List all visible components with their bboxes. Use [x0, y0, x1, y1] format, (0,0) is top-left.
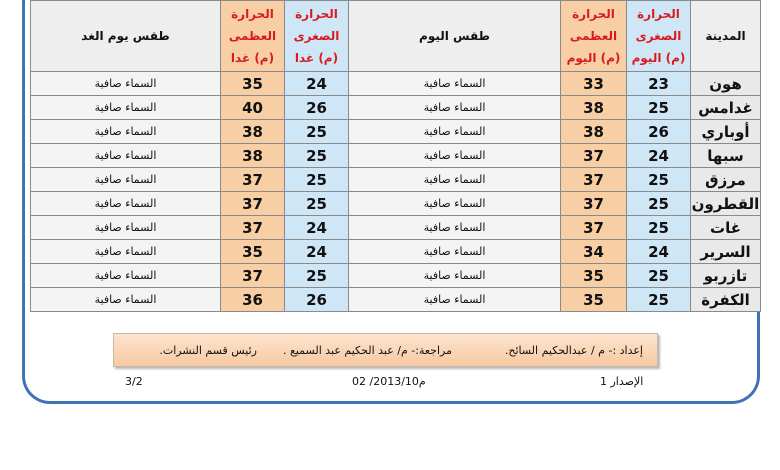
header-weather-today: طقس اليوم	[349, 1, 561, 72]
table-row	[31, 168, 761, 192]
max-today-cell: 37	[561, 192, 627, 216]
max-tomorrow-cell: 40	[221, 96, 285, 120]
header-min-tomorrow: الحرارة الصغرى (م) غدا	[285, 1, 349, 72]
min-today-cell: 25	[627, 216, 691, 240]
header-city: المدينة	[691, 1, 761, 72]
table-row	[31, 264, 761, 288]
max-today-cell: 37	[561, 168, 627, 192]
min-today-cell: 25	[627, 192, 691, 216]
max-today-cell: 35	[561, 288, 627, 312]
weather-tomorrow-cell: السماء صافية	[31, 120, 221, 144]
city-cell: القطرون	[691, 192, 761, 216]
table-row	[31, 288, 761, 312]
table-header-row	[31, 1, 761, 72]
min-tomorrow-cell: 24	[285, 72, 349, 96]
min-tomorrow-cell: 24	[285, 216, 349, 240]
max-tomorrow-cell: 38	[221, 120, 285, 144]
page-number: 3/2	[125, 375, 143, 388]
edition-label: الإصدار 1	[600, 375, 644, 388]
weather-tomorrow-cell: السماء صافية	[31, 96, 221, 120]
header-weather-tomorrow: طقس يوم الغد	[31, 1, 221, 72]
min-today-cell: 24	[627, 240, 691, 264]
prepared-by: إعداد :- م / عبدالحكيم السائح.	[504, 344, 643, 357]
city-cell: مرزق	[691, 168, 761, 192]
city-cell: تازربو	[691, 264, 761, 288]
issue-date: 02 /2013/10م	[352, 375, 426, 388]
weather-today-cell: السماء صافية	[349, 96, 561, 120]
min-today-cell: 25	[627, 168, 691, 192]
weather-today-cell: السماء صافية	[349, 192, 561, 216]
weather-tomorrow-cell: السماء صافية	[31, 288, 221, 312]
table-row	[31, 72, 761, 96]
table-row	[31, 192, 761, 216]
weather-today-cell: السماء صافية	[349, 168, 561, 192]
city-cell: الكفرة	[691, 288, 761, 312]
weather-tomorrow-cell: السماء صافية	[31, 168, 221, 192]
min-today-cell: 25	[627, 264, 691, 288]
min-tomorrow-cell: 26	[285, 288, 349, 312]
city-cell: غات	[691, 216, 761, 240]
max-today-cell: 37	[561, 216, 627, 240]
weather-today-cell: السماء صافية	[349, 72, 561, 96]
max-today-cell: 37	[561, 144, 627, 168]
reviewed-by: مراجعة:- م/ عبد الحكيم عبد السميع .	[283, 344, 452, 357]
weather-today-cell: السماء صافية	[349, 144, 561, 168]
max-tomorrow-cell: 37	[221, 168, 285, 192]
max-today-cell: 34	[561, 240, 627, 264]
min-tomorrow-cell: 26	[285, 96, 349, 120]
min-tomorrow-cell: 24	[285, 240, 349, 264]
weather-tomorrow-cell: السماء صافية	[31, 144, 221, 168]
table-row	[31, 240, 761, 264]
max-today-cell: 35	[561, 264, 627, 288]
city-cell: السرير	[691, 240, 761, 264]
table-row	[31, 216, 761, 240]
weather-today-cell: السماء صافية	[349, 264, 561, 288]
min-today-cell: 23	[627, 72, 691, 96]
min-tomorrow-cell: 25	[285, 264, 349, 288]
max-tomorrow-cell: 36	[221, 288, 285, 312]
max-today-cell: 38	[561, 96, 627, 120]
weather-tomorrow-cell: السماء صافية	[31, 192, 221, 216]
weather-today-cell: السماء صافية	[349, 120, 561, 144]
city-cell: سبها	[691, 144, 761, 168]
header-min-today: الحرارة الصغرى (م) اليوم	[627, 1, 691, 72]
max-today-cell: 38	[561, 120, 627, 144]
max-tomorrow-cell: 35	[221, 240, 285, 264]
weather-tomorrow-cell: السماء صافية	[31, 72, 221, 96]
city-cell: هون	[691, 72, 761, 96]
weather-today-cell: السماء صافية	[349, 216, 561, 240]
weather-tomorrow-cell: السماء صافية	[31, 216, 221, 240]
table-row	[31, 96, 761, 120]
weather-tomorrow-cell: السماء صافية	[31, 264, 221, 288]
weather-table	[30, 0, 761, 312]
header-max-today: الحرارة العظمى (م) اليوم	[561, 1, 627, 72]
table-row	[31, 120, 761, 144]
table-row	[31, 144, 761, 168]
min-today-cell: 24	[627, 144, 691, 168]
weather-today-cell: السماء صافية	[349, 288, 561, 312]
max-tomorrow-cell: 37	[221, 216, 285, 240]
min-tomorrow-cell: 25	[285, 168, 349, 192]
max-tomorrow-cell: 37	[221, 264, 285, 288]
city-cell: غدامس	[691, 96, 761, 120]
max-tomorrow-cell: 38	[221, 144, 285, 168]
min-tomorrow-cell: 25	[285, 120, 349, 144]
min-today-cell: 26	[627, 120, 691, 144]
max-tomorrow-cell: 35	[221, 72, 285, 96]
head-of-bulletins: رئيس قسم النشرات.	[159, 344, 257, 357]
city-cell: أوباري	[691, 120, 761, 144]
weather-tomorrow-cell: السماء صافية	[31, 240, 221, 264]
header-max-tomorrow: الحرارة العظمى (م) غدا	[221, 1, 285, 72]
min-today-cell: 25	[627, 288, 691, 312]
min-tomorrow-cell: 25	[285, 192, 349, 216]
weather-today-cell: السماء صافية	[349, 240, 561, 264]
max-tomorrow-cell: 37	[221, 192, 285, 216]
max-today-cell: 33	[561, 72, 627, 96]
min-today-cell: 25	[627, 96, 691, 120]
min-tomorrow-cell: 25	[285, 144, 349, 168]
credits-box	[113, 333, 658, 367]
